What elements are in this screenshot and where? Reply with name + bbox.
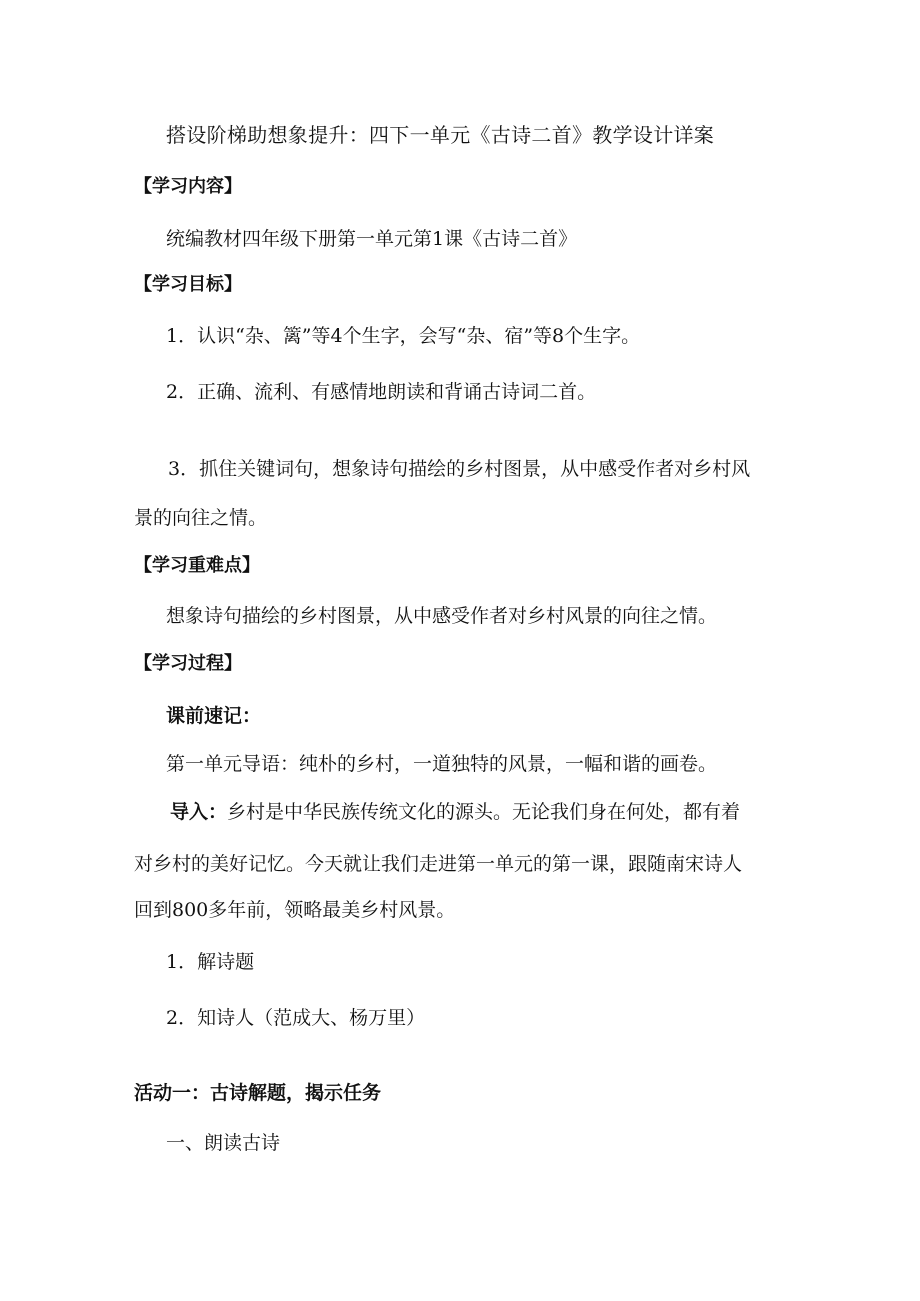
step-1: 1．解诗题 (166, 951, 255, 973)
heading-goals: 【学习目标】 (134, 274, 242, 295)
heading-content: 【学习内容】 (134, 176, 242, 197)
key-points-text: 想象诗句描绘的乡村图景，从中感受作者对乡村风景的向往之情。 (166, 605, 718, 627)
goal-item-3-cont: 景的向往之情。 (134, 507, 268, 529)
intro-label: 导入： (170, 801, 228, 823)
unit-intro: 第一单元导语：纯朴的乡村，一道独特的风景，一幅和谐的画卷。 (166, 753, 718, 775)
preclass-label: 课前速记： (166, 705, 262, 727)
heading-process: 【学习过程】 (134, 653, 242, 674)
intro-line-2: 对乡村的美好记忆。今天就让我们走进第一单元的第一课，跟随南宋诗人 (134, 853, 743, 875)
intro-line-1 (170, 800, 740, 824)
activity-1-heading: 活动一：古诗解题，揭示任务 (134, 1082, 382, 1104)
step-2: 2．知诗人（范成大、杨万里） (166, 1007, 426, 1029)
heading-key-points: 【学习重难点】 (134, 555, 260, 576)
goal-item-3: 3．抓住关键词句，想象诗句描绘的乡村图景，从中感受作者对乡村风 (168, 458, 751, 480)
goal-item-2: 2．正确、流利、有感情地朗读和背诵古诗词二首。 (166, 381, 597, 403)
page-title: 搭设阶梯助想象提升：四下一单元《古诗二首》教学设计详案 (166, 123, 715, 147)
intro-line-3: 回到800多年前，领略最美乡村风景。 (134, 899, 456, 921)
sub-section-1: 一、朗读古诗 (166, 1132, 281, 1154)
intro-text: 乡村是中华民族传统文化的源头。无论我们身在何处，都有着 (227, 801, 741, 823)
content-text: 统编教材四年级下册第一单元第1课《古诗二首》 (166, 228, 578, 250)
goal-item-1: 1．认识“杂、篱”等4个生字，会写“杂、宿”等8个生字。 (166, 325, 641, 347)
